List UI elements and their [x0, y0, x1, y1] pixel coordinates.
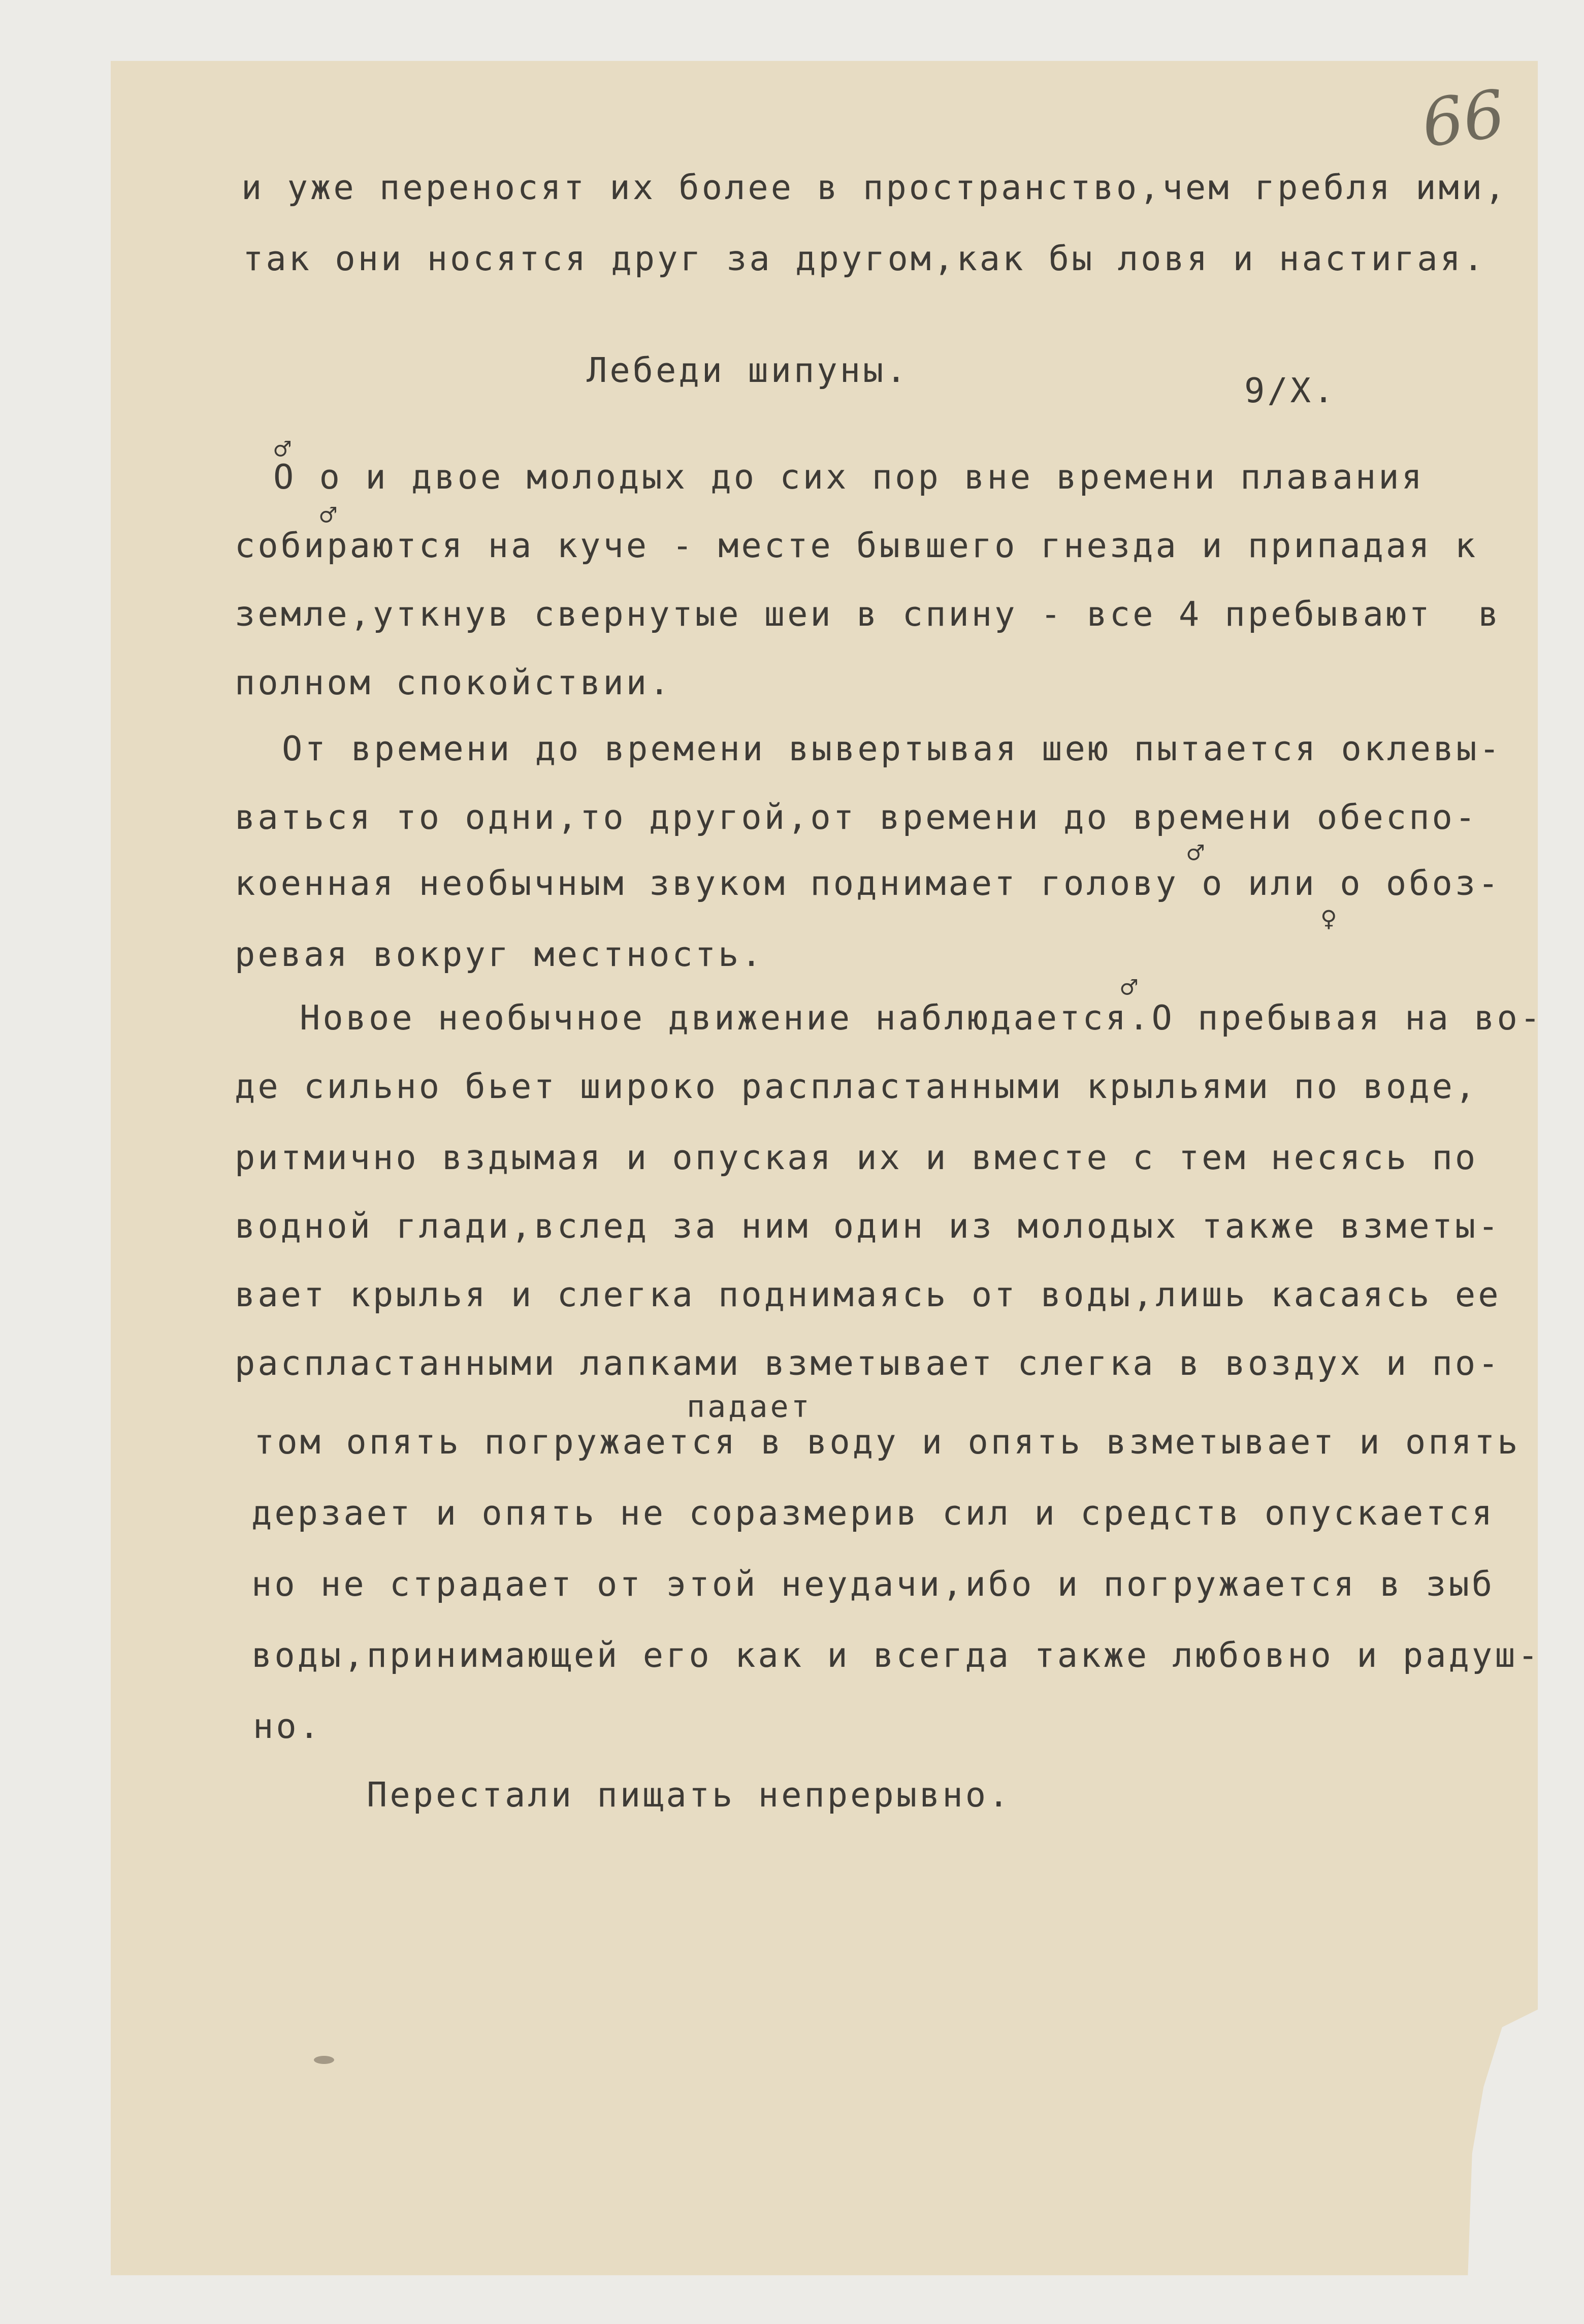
section-heading: Лебеди шипуны.	[587, 350, 909, 390]
male-symbol: ♂	[320, 499, 337, 531]
text-line-16: распластанными лапками взметывает слегка в воздух и по-	[235, 1343, 1501, 1383]
text-line-20: воды,принимающей его как и всегда также любовно и радуш-	[251, 1635, 1541, 1675]
text-line-22: Перестали пищать непрерывно.	[367, 1775, 1012, 1815]
text-line-5: земле,уткнув свернутые шеи в спину - все 4 пребывают в	[235, 594, 1501, 634]
text-line-1: и уже переносят их более в пространство,чем гребля ими,	[241, 168, 1508, 207]
text-line-19: но не страдает от этой неудачи,ибо и погружается в зыб	[251, 1564, 1495, 1604]
male-symbol: ♂	[274, 433, 291, 465]
text-line-4: собираются на куче - месте бывшего гнезда и припадая к	[235, 526, 1478, 565]
male-symbol: ♂	[1121, 972, 1138, 1004]
text-line-3: О о и двое молодых до сих пор вне времени плавания	[273, 457, 1425, 497]
text-line-10: ревая вокруг местность.	[235, 934, 764, 974]
male-symbol: ♂	[1187, 837, 1204, 869]
text-line-2: так они носятся друг за другом,как бы ловя и настигая.	[243, 239, 1486, 278]
text-line-6: полном спокойствии.	[235, 663, 672, 702]
text-line-14: водной глади,вслед за ним один из молодых также взметы-	[235, 1206, 1501, 1246]
text-line-15: вает крылья и слегка поднимаясь от воды,лишь касаясь ее	[235, 1275, 1501, 1314]
text-line-insertion: падает	[687, 1389, 812, 1425]
text-line-8: ваться то одни,то другой,от времени до времени обеспо-	[235, 797, 1478, 837]
text-line-21: но.	[253, 1706, 322, 1746]
ink-smudge	[314, 2056, 334, 2064]
text-line-18: дерзает и опять не соразмерив сил и средств опускается	[251, 1493, 1495, 1533]
text-line-17: том опять погружается в воду и опять взметывает и опять	[254, 1422, 1521, 1462]
folio-number: 66	[1417, 76, 1510, 163]
text-line-12: де сильно бьет широко распластанными крыльями по воде,	[235, 1067, 1478, 1106]
text-line-11: Новое необычное движение наблюдается.О пребывая на во-	[300, 998, 1543, 1038]
text-line-7: От времени до времени вывертывая шею пытается оклевы-	[282, 729, 1502, 768]
text-line-13: ритмично вздымая и опуская их и вместе с тем несясь по	[235, 1138, 1478, 1177]
entry-date: 9/Х.	[1244, 371, 1337, 410]
text-line-9: коенная необычным звуком поднимает голову о или о обоз-	[235, 863, 1501, 903]
female-symbol: ♀	[1320, 902, 1337, 934]
